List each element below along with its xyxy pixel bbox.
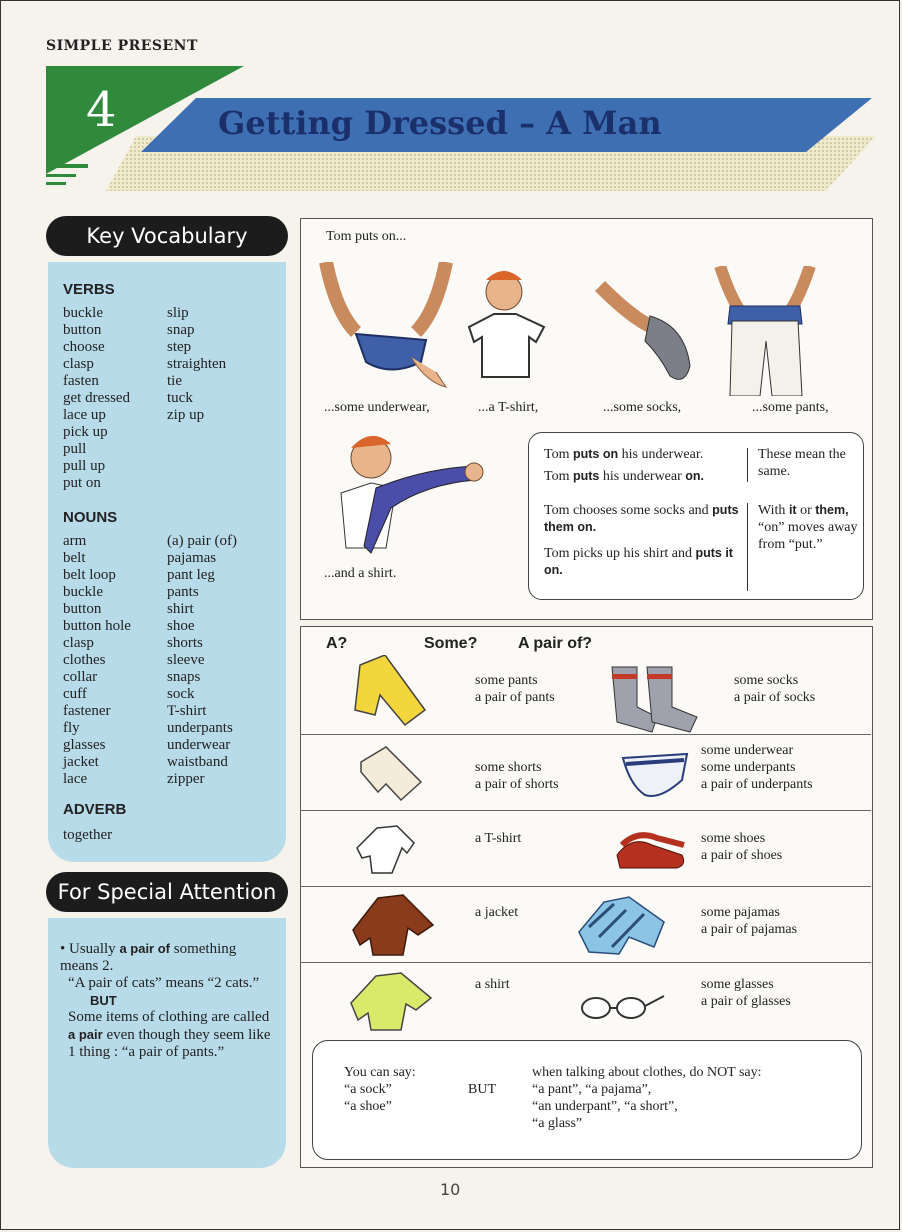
- row3-left-text: [475, 830, 521, 847]
- verbs-column-2: [167, 305, 226, 424]
- you-can-say: [344, 1064, 416, 1115]
- header-a: A?: [326, 635, 348, 652]
- text: a T-shirt: [475, 831, 522, 846]
- text: Some items of clothing are called: [68, 1009, 270, 1025]
- verb-item: snap: [167, 322, 195, 338]
- example-sentence-1: [544, 446, 703, 463]
- noun-item: shoe: [167, 618, 195, 634]
- row2-left-text: [475, 759, 559, 793]
- pants-icon: [350, 655, 430, 730]
- example-sentence-4: [544, 545, 744, 579]
- nouns-heading: NOUNS: [63, 509, 118, 526]
- text: Tom picks up his shirt and: [544, 546, 692, 561]
- panel-intro: Tom puts on...: [326, 229, 407, 244]
- verb-item: pull: [63, 441, 87, 457]
- noun-item: clasp: [63, 635, 94, 651]
- verb-item: clasp: [63, 356, 94, 372]
- text: “a shoe”: [344, 1099, 392, 1114]
- row4-right-text: [701, 904, 797, 938]
- brace-line: [747, 503, 748, 591]
- row-divider: [300, 810, 871, 811]
- noun-item: T-shirt: [167, 703, 207, 719]
- text: some underpants: [701, 760, 796, 775]
- noun-item: sleeve: [167, 652, 205, 668]
- shirt-man-illustration-icon: [316, 428, 486, 560]
- text: “an underpant”, “a short”,: [532, 1099, 678, 1114]
- verb-item: tuck: [167, 390, 193, 406]
- noun-item: lace: [63, 771, 88, 787]
- text: even though they seem like 1 thing : “a pair of pants.”: [68, 1027, 271, 1060]
- text: something means 2.: [60, 941, 237, 974]
- but-label: BUT: [90, 993, 117, 1008]
- shorts-icon: [356, 742, 426, 804]
- row-divider: [300, 886, 871, 887]
- noun-item: zipper: [167, 771, 205, 787]
- verb-item: straighten: [167, 356, 227, 372]
- jacket-icon: [348, 890, 438, 960]
- pants-illustration-icon: [700, 266, 830, 396]
- socks-illustration-icon: [590, 266, 700, 391]
- row1-right-text: [734, 672, 815, 706]
- verb-item: button: [63, 322, 102, 338]
- page-title: Getting Dressed – A Man: [218, 104, 662, 142]
- row1-left-text: [475, 672, 555, 706]
- section-label: SIMPLE PRESENT: [46, 38, 198, 54]
- caption-pants: ...some pants,: [752, 400, 829, 415]
- noun-item: pajamas: [167, 550, 217, 566]
- text: some shorts: [475, 760, 542, 775]
- verb-item: put on: [63, 475, 101, 491]
- text: some glasses: [701, 977, 774, 992]
- text: “a glass”: [532, 1116, 583, 1131]
- noun-item: pant leg: [167, 567, 215, 583]
- special-attention-heading: For Special Attention: [46, 872, 288, 912]
- text: Tom chooses some socks and: [544, 503, 709, 518]
- noun-item: glasses: [63, 737, 106, 753]
- text: a pair of socks: [734, 690, 816, 705]
- underpants-icon: [620, 750, 690, 802]
- header-a-pair-of: A pair of?: [518, 635, 593, 652]
- text: Tom: [544, 447, 570, 462]
- row-divider: [300, 962, 871, 963]
- quote: “A pair of cats” means “2 cats.”: [68, 975, 260, 991]
- text: some pants: [475, 673, 538, 688]
- text: a pair of underpants: [701, 777, 813, 792]
- verbs-column-1: [63, 305, 130, 492]
- bold-phrase: a pair: [68, 1027, 103, 1042]
- verb-item: lace up: [63, 407, 106, 423]
- text: some socks: [734, 673, 799, 688]
- special-attention-text: [60, 940, 275, 1061]
- text: when talking about clothes, do NOT say:: [532, 1065, 762, 1080]
- text: some underwear: [701, 743, 794, 758]
- caption-tshirt: ...a T-shirt,: [478, 400, 539, 415]
- unit-number: 4: [86, 82, 117, 138]
- text: some shoes: [701, 831, 766, 846]
- caption-shirt: ...and a shirt.: [324, 566, 397, 581]
- text: his underwear: [602, 469, 682, 484]
- noun-item: belt loop: [63, 567, 116, 583]
- text: You can say:: [344, 1065, 416, 1080]
- noun-item: clothes: [63, 652, 106, 668]
- noun-item: button: [63, 601, 102, 617]
- noun-item: sock: [167, 686, 195, 702]
- bold-phrase: puts: [572, 469, 600, 483]
- noun-item: shirt: [167, 601, 194, 617]
- noun-item: pants: [167, 584, 199, 600]
- tshirt-man-illustration-icon: [454, 262, 564, 390]
- noun-item: cuff: [63, 686, 87, 702]
- adverb-heading: ADVERB: [63, 801, 127, 818]
- text: a pair of pants: [475, 690, 555, 705]
- bold-phrase: on.: [685, 469, 705, 483]
- noun-item: fastener: [63, 703, 111, 719]
- nouns-column-1: [63, 533, 131, 788]
- bold-word: them,: [815, 503, 849, 517]
- text: “on” moves away from “put.”: [758, 520, 858, 552]
- text: a pair of pajamas: [701, 922, 798, 937]
- do-not-say: [532, 1064, 762, 1132]
- verb-item: slip: [167, 305, 189, 321]
- caption-underwear: ...some underwear,: [324, 400, 430, 415]
- verb-item: fasten: [63, 373, 99, 389]
- verb-item: choose: [63, 339, 105, 355]
- bold-phrase: puts it on.: [544, 546, 733, 577]
- socks-icon: [602, 662, 702, 734]
- example-sentence-2: [544, 468, 704, 485]
- noun-item: belt: [63, 550, 86, 566]
- page-number: 10: [440, 1180, 461, 1199]
- verb-item: tie: [167, 373, 182, 389]
- example-sentence-3: [544, 502, 744, 536]
- noun-item: arm: [63, 533, 87, 549]
- row3-right-text: [701, 830, 782, 864]
- bold-phrase: puts on: [572, 447, 619, 461]
- verbs-heading: VERBS: [63, 281, 115, 298]
- verb-item: pick up: [63, 424, 108, 440]
- noun-item: underpants: [167, 720, 233, 736]
- row5-left-text: [475, 976, 510, 993]
- bullet: •: [60, 941, 66, 957]
- shirt-icon: [346, 968, 436, 1038]
- verb-item: step: [167, 339, 192, 355]
- text: a pair of shorts: [475, 777, 559, 792]
- verb-item: pull up: [63, 458, 106, 474]
- bold-phrase: puts them on.: [544, 503, 739, 534]
- text: “a sock”: [344, 1082, 392, 1097]
- but-label: BUT: [468, 1082, 496, 1097]
- noun-item: snaps: [167, 669, 201, 685]
- row4-left-text: [475, 904, 518, 921]
- caption-socks: ...some socks,: [603, 400, 682, 415]
- text: a pair of shoes: [701, 848, 783, 863]
- verb-item: get dressed: [63, 390, 131, 406]
- bold-phrase: a pair of: [119, 941, 171, 956]
- text: With: [758, 503, 786, 518]
- noun-item: buckle: [63, 584, 103, 600]
- noun-item: (a) pair (of): [167, 533, 237, 549]
- tshirt-icon: [352, 818, 422, 880]
- verb-item: buckle: [63, 305, 103, 321]
- header-some: Some?: [424, 635, 478, 652]
- text: a jacket: [475, 905, 519, 920]
- adverb-item: together: [63, 827, 113, 843]
- glasses-icon: [576, 990, 666, 1026]
- pajamas-icon: [574, 892, 674, 958]
- underwear-illustration-icon: [316, 262, 456, 394]
- noun-item: collar: [63, 669, 98, 685]
- note-on-moves: [758, 502, 858, 553]
- text: Usually: [69, 941, 116, 957]
- noun-item: jacket: [63, 754, 99, 770]
- text: a shirt: [475, 977, 510, 992]
- text: some pajamas: [701, 905, 780, 920]
- verb-item: zip up: [167, 407, 205, 423]
- noun-item: fly: [63, 720, 80, 736]
- noun-item: waistband: [167, 754, 228, 770]
- text: or: [800, 503, 812, 518]
- noun-item: shorts: [167, 635, 203, 651]
- note-same-meaning: These mean the same.: [758, 447, 846, 479]
- row5-right-text: [701, 976, 791, 1010]
- noun-item: underwear: [167, 737, 231, 753]
- noun-item: button hole: [63, 618, 131, 634]
- row2-right-text: [701, 742, 813, 793]
- row-divider: [300, 734, 871, 735]
- text: his underwear.: [621, 447, 704, 462]
- nouns-column-2: [167, 533, 237, 788]
- bold-word: it: [788, 503, 797, 517]
- brace-line: [747, 448, 748, 482]
- text: “a pant”, “a pajama”,: [532, 1082, 652, 1097]
- text: Tom: [544, 469, 570, 484]
- shoes-icon: [612, 830, 692, 872]
- adverbs-list: [63, 827, 112, 844]
- text: a pair of glasses: [701, 994, 791, 1009]
- key-vocabulary-heading: Key Vocabulary: [46, 216, 288, 256]
